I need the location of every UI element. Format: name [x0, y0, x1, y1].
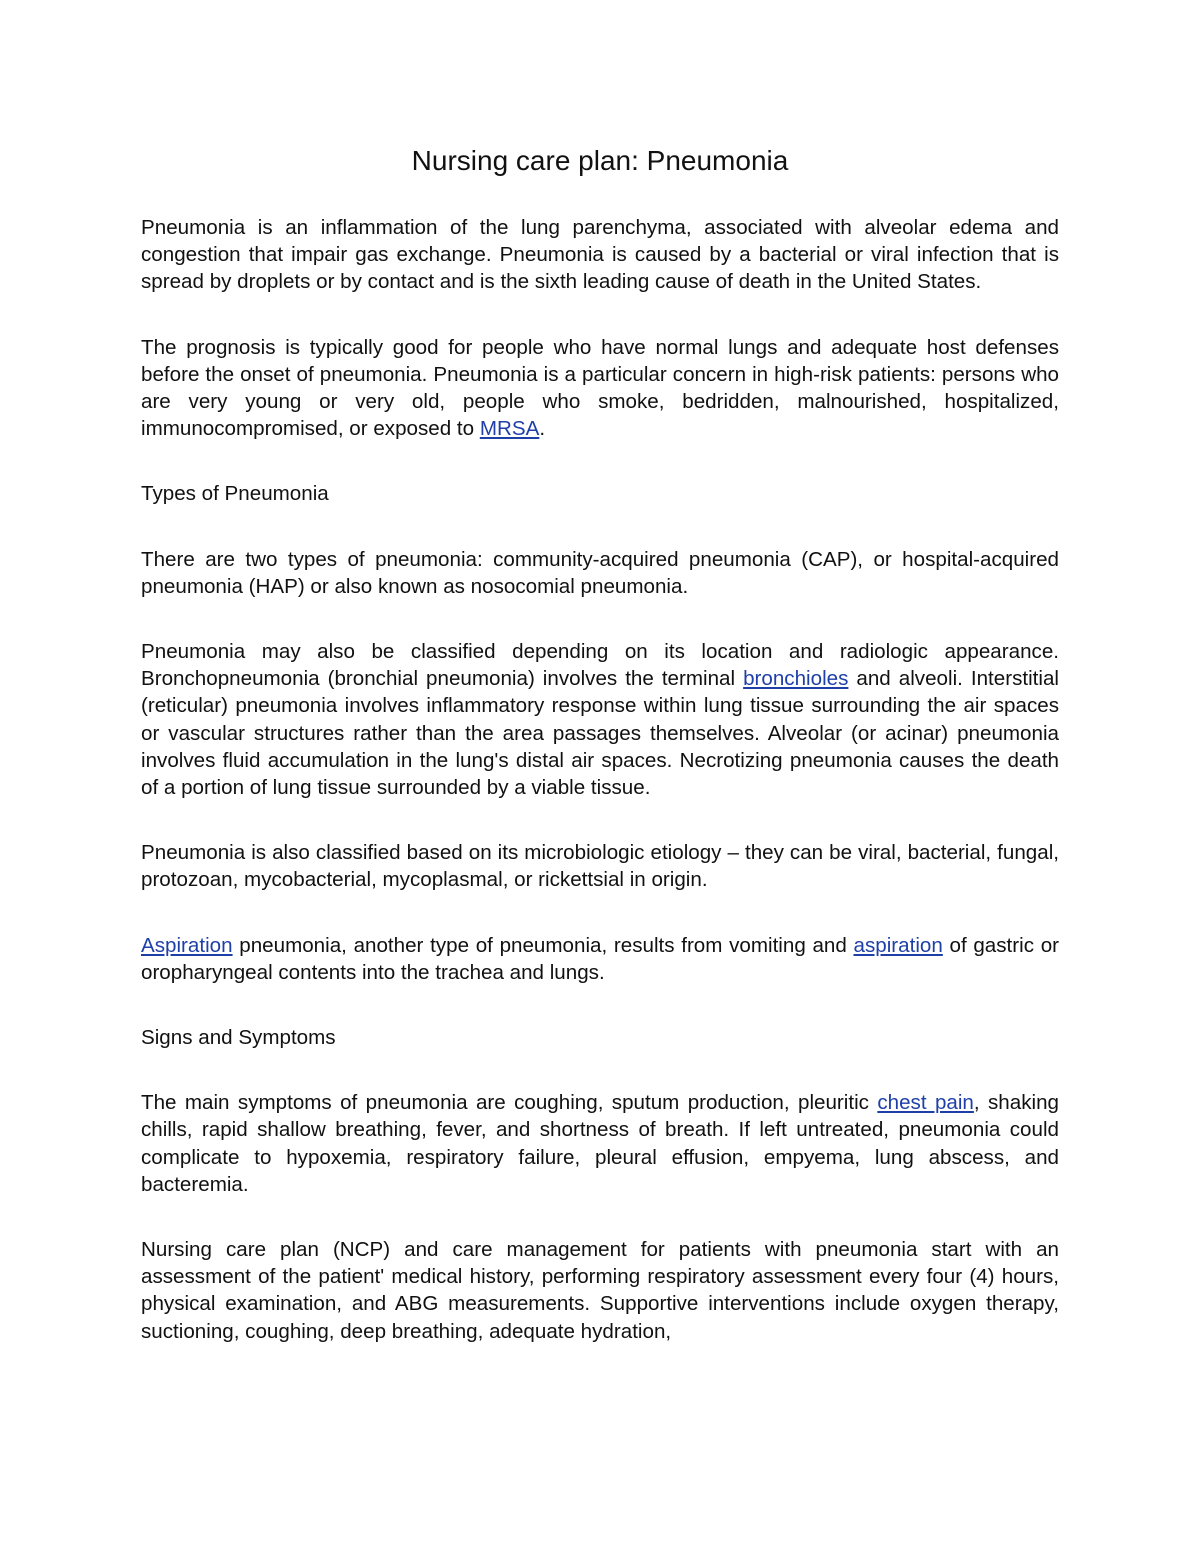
- paragraph-definition: [141, 214, 1059, 296]
- paragraph-text: pneumonia, another type of pneumonia, results from vomiting and: [232, 933, 854, 957]
- document-page: [141, 0, 1059, 1345]
- heading-signs-and-symptoms: Signs and Symptoms: [141, 1026, 336, 1050]
- paragraph-text: and alveoli. Interstitial (reticular) pneumonia involves inflammatory response within lung tissue surrounding the air spaces or vascular structures rather than the area passages themselves. Alveolar (or acinar) pneumonia involves fluid accumulation in the lung's distal air spaces. Necrotizing pneumonia causes the death of a portion of lung tissue surrounded by a viable tissue.: [141, 667, 1059, 800]
- paragraph-text: .: [539, 417, 546, 441]
- paragraph-two-types: [141, 546, 1059, 600]
- paragraph-text: Pneumonia is an inflammation of the lung parenchyma, associated with alveolar edema and congestion that impair gas exchange. Pneumonia is caused by a bacterial or viral infection that is spread by droplets or by contact and is the sixth leading cause of death in the United States.: [141, 216, 1059, 294]
- paragraph-classification-etiology: [141, 839, 1059, 893]
- chest-pain-link[interactable]: chest pain: [877, 1091, 974, 1115]
- aspiration-link-2[interactable]: aspiration: [853, 933, 943, 957]
- paragraph-nursing-care: [141, 1236, 1059, 1345]
- paragraph-aspiration: [141, 932, 1059, 986]
- paragraph-text: The main symptoms of pneumonia are coughing, sputum production, pleuritic: [141, 1091, 878, 1115]
- mrsa-link[interactable]: MRSA: [479, 417, 540, 441]
- aspiration-link[interactable]: Aspiration: [141, 933, 233, 957]
- paragraph-text: Pneumonia is also classified based on its microbiologic etiology – they can be viral, bacterial, fungal, protozoan, mycobacterial, mycoplasmal, or rickettsial in origin.: [141, 841, 1059, 892]
- page-title: Nursing care plan: Pneumonia: [411, 145, 789, 176]
- paragraph-text: , shaking chills, rapid shallow breathing, fever, and shortness of breath. If left untreated, pneumonia could complicate to hypoxemia, respiratory failure, pleural effusion, empyema, lung abscess, and bacteremia.: [141, 1091, 1059, 1196]
- paragraph-prognosis: [141, 334, 1059, 443]
- bronchioles-link[interactable]: bronchioles: [743, 667, 849, 691]
- paragraph-text: Nursing care plan (NCP) and care management for patients with pneumonia start with an assessment of the patient' medical history, performing respiratory assessment every four (4) hours, physical examination, and ABG measurements. Supportive interventions include oxygen therapy, suctioning, coughing, deep breathing, adequate hydration,: [141, 1238, 1059, 1343]
- heading-types-of-pneumonia: Types of Pneumonia: [141, 482, 329, 506]
- paragraph-text: There are two types of pneumonia: community-acquired pneumonia (CAP), or hospital-acquired pneumonia (HAP) or also known as nosocomial pneumonia.: [141, 547, 1059, 598]
- paragraph-symptoms: [141, 1089, 1059, 1198]
- paragraph-text: of gastric or oropharyngeal contents into the trachea and lungs.: [141, 933, 1060, 984]
- paragraph-classification-location: [141, 638, 1059, 801]
- paragraph-text: The prognosis is typically good for people who have normal lungs and adequate host defenses before the onset of pneumonia. Pneumonia is a particular concern in high-risk patients: persons who are very young or very old, people who smoke, bedridden, malnourished, hospitalized, immunocompromised, or exposed to: [141, 335, 1059, 441]
- paragraph-text: Pneumonia may also be classified depending on its location and radiologic appearance. Bronchopneumonia (bronchial pneumonia) involves the terminal: [141, 640, 1059, 691]
